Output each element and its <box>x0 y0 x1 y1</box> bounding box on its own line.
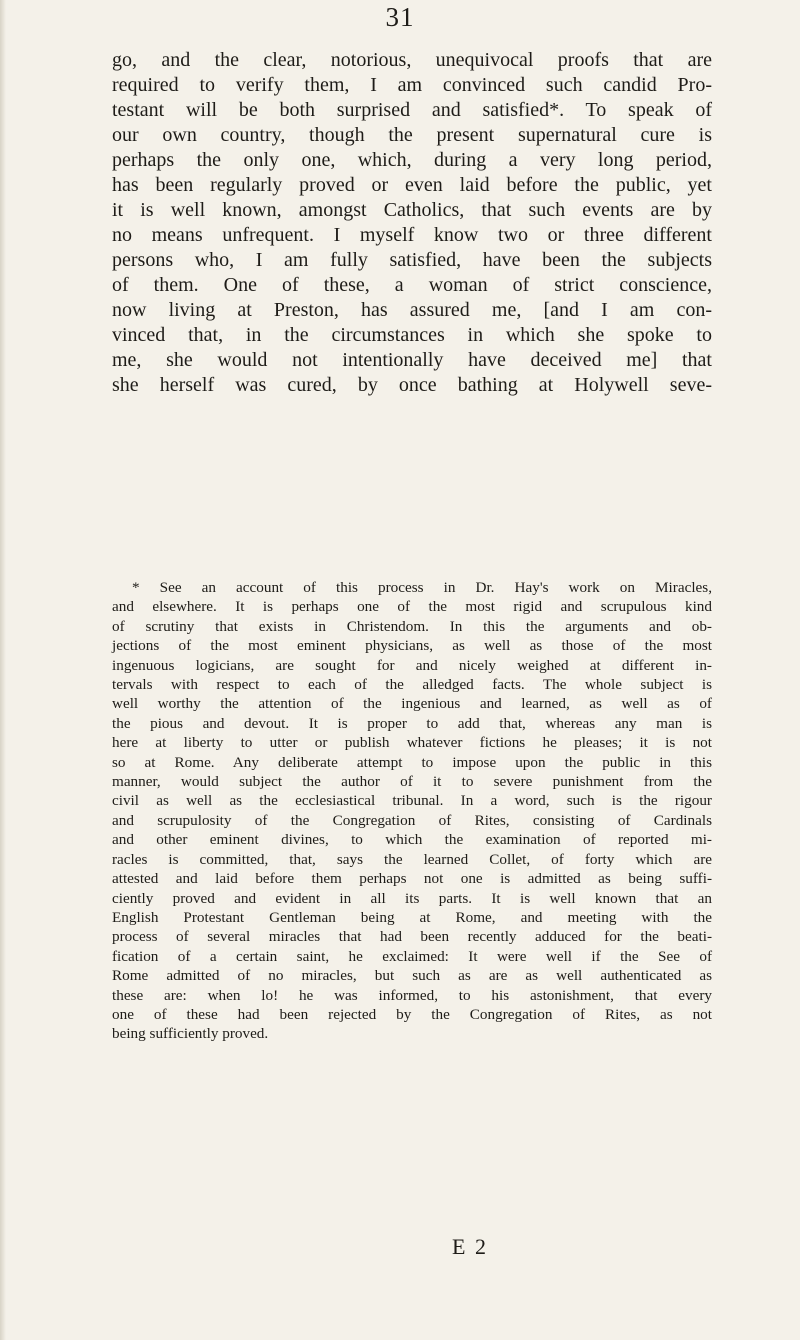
footnote-line: English Protestant Gentleman being at Rome, and meeting with the <box>112 908 712 926</box>
body-line: vinced that, in the circumstances in which she spoke to <box>112 324 712 346</box>
footnote-line: civil as well as the ecclesiastical tribunal. In a word, such is the rigour <box>112 792 712 810</box>
footnote-line: * See an account of this process in Dr. Hay's work on Miracles, <box>132 579 712 596</box>
footnote-line: so at Rome. Any deliberate attempt to impose upon the public in this <box>112 753 712 771</box>
footnote-line: attested and laid before them perhaps not one is admitted as being suffi- <box>112 870 712 888</box>
signature-mark: E 2 <box>452 1234 488 1259</box>
footnote-line: of scrutiny that exists in Christendom. In this the arguments and ob- <box>112 617 712 635</box>
footnote-line: one of these had been rejected by the Congregation of Rites, as not <box>112 1005 712 1023</box>
footnote-line: racles is committed, that, says the learned Collet, of forty which are <box>112 850 712 868</box>
footnote-line: and elsewhere. It is perhaps one of the most rigid and scrupulous kind <box>112 598 712 616</box>
body-line: our own country, though the present supernatural cure is <box>112 124 712 146</box>
footnote-line: and scrupulosity of the Congregation of Rites, consisting of Cardinals <box>112 811 712 829</box>
body-line: testant will be both surprised and satisfied*. To speak of <box>112 99 712 121</box>
body-line: has been regularly proved or even laid before the public, yet <box>112 174 712 196</box>
page-number: 31 <box>385 2 415 32</box>
body-line: persons who, I am fully satisfied, have been the subjects <box>112 249 712 271</box>
footnote-line: the pious and devout. It is proper to add that, whereas any man is <box>112 714 712 732</box>
footnote-line: being sufficiently proved. <box>112 1025 269 1043</box>
footnote-line: fication of a certain saint, he exclaimed: It were well if the See of <box>112 947 712 965</box>
body-line: she herself was cured, by once bathing at Holywell seve- <box>112 374 712 396</box>
body-line: go, and the clear, notorious, unequivocal proofs that are <box>112 49 712 71</box>
body-line: required to verify them, I am convinced such candid Pro- <box>112 74 712 96</box>
footnote-line: process of several miracles that had been recently adduced for the beati- <box>112 928 712 946</box>
body-line: of them. One of these, a woman of strict conscience, <box>112 274 712 296</box>
footnote <box>112 578 712 1044</box>
footnote-line: these are: when lo! he was informed, to his astonishment, that every <box>112 986 712 1004</box>
footnote-line: tervals with respect to each of the alledged facts. The whole subject is <box>112 676 712 694</box>
body-text <box>112 48 712 398</box>
footnote-line: here at liberty to utter or publish whatever fictions he pleases; it is not <box>112 734 712 752</box>
body-line: perhaps the only one, which, during a very long period, <box>112 149 712 171</box>
body-line: now living at Preston, has assured me, [and I am con- <box>112 299 712 321</box>
body-line: me, she would not intentionally have deceived me] that <box>112 349 712 371</box>
footnote-line: ciently proved and evident in all its parts. It is well known that an <box>112 889 712 907</box>
page-edge <box>0 0 6 1340</box>
body-line: no means unfrequent. I myself know two or three different <box>112 224 712 246</box>
footnote-line: and other eminent divines, to which the examination of reported mi- <box>112 831 712 849</box>
body-line: it is well known, amongst Catholics, that such events are by <box>112 199 712 221</box>
footnote-line: jections of the most eminent physicians, as well as those of the most <box>112 637 712 655</box>
footnote-line: Rome admitted of no miracles, but such as are as well authenticated as <box>112 967 712 985</box>
footnote-line: ingenuous logicians, are sought for and nicely weighed at different in- <box>112 656 712 674</box>
footnote-line: manner, would subject the author of it to severe punishment from the <box>112 773 712 791</box>
footnote-line: well worthy the attention of the ingenious and learned, as well as of <box>112 695 712 713</box>
